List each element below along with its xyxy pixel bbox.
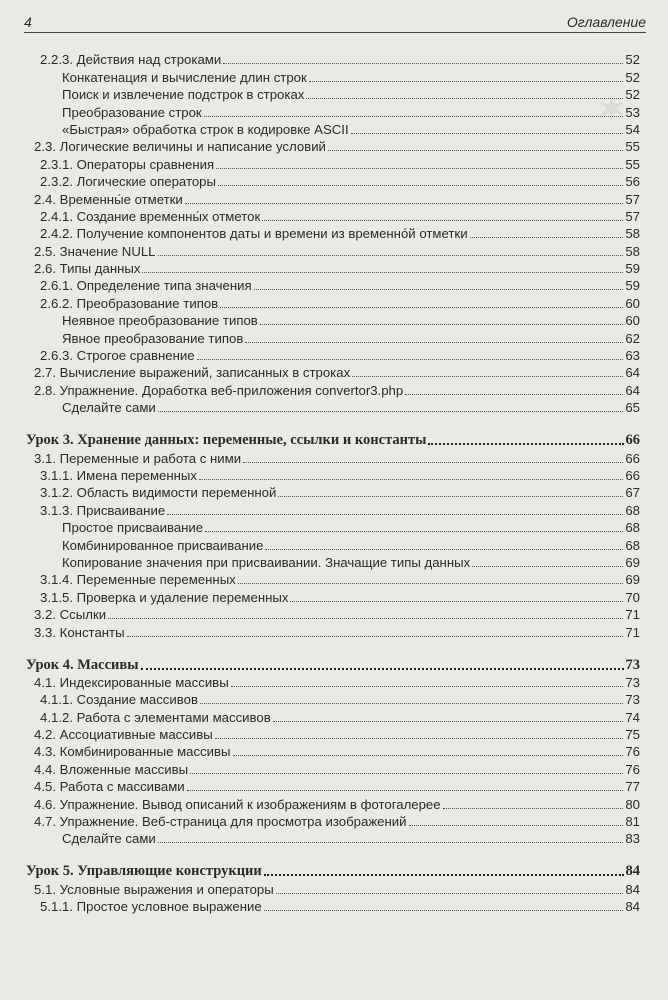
dot-leader — [278, 496, 623, 497]
toc-entry[interactable] — [26, 328, 640, 345]
toc-entry[interactable] — [26, 276, 640, 293]
toc-entry-title: 5.1. Условные выражения и операторы — [34, 881, 274, 897]
dot-leader — [158, 411, 624, 412]
toc-page-number: 58 — [625, 243, 640, 259]
toc-page-number: 66 — [625, 450, 640, 466]
toc-entry-title: 3.1. Переменные и работа с ними — [34, 450, 242, 466]
toc-entry[interactable] — [26, 553, 640, 570]
dot-leader — [309, 81, 624, 82]
toc-entry-title: 3.1.1. Имена переменных — [40, 467, 198, 483]
toc-entry[interactable] — [26, 812, 640, 829]
toc-page-number: 60 — [625, 313, 640, 329]
toc-entry[interactable] — [26, 50, 640, 67]
dot-leader — [264, 910, 624, 911]
toc-chapter[interactable] — [26, 654, 640, 673]
dot-leader — [197, 359, 624, 360]
toc-entry[interactable] — [26, 380, 640, 397]
dot-leader — [199, 479, 623, 480]
toc-entry-title: 3.1.4. Переменные переменных — [40, 572, 236, 588]
dot-leader — [238, 583, 624, 584]
toc-entry-title: 4.3. Комбинированные массивы — [34, 744, 231, 760]
toc-entry[interactable] — [26, 622, 640, 639]
toc-entry[interactable] — [26, 673, 640, 690]
toc-entry[interactable] — [26, 241, 640, 258]
toc-page-number: 69 — [625, 554, 640, 570]
toc-entry[interactable] — [26, 259, 640, 276]
toc-entry[interactable] — [26, 794, 640, 811]
table-of-contents — [26, 50, 640, 914]
dot-leader — [273, 721, 624, 722]
toc-page-number: 57 — [625, 208, 640, 224]
toc-entry[interactable] — [26, 829, 640, 846]
toc-entry-title: 2.6.1. Определение типа значения — [40, 278, 252, 294]
dot-leader — [204, 116, 624, 117]
chapter-gap — [26, 415, 640, 429]
toc-entry-title: 3.2. Ссылки — [34, 607, 107, 623]
toc-entry-title: 4.7. Упражнение. Веб-страница для просмотра изображений — [34, 814, 407, 830]
toc-entry-title: 3.1.5. Проверка и удаление переменных — [40, 589, 289, 605]
toc-page-number: 76 — [625, 744, 640, 760]
toc-entry-title: Копирование значения при присваивании. Значащие типы данных — [62, 554, 471, 570]
toc-page-number: 62 — [625, 330, 640, 346]
chapter-gap — [26, 846, 640, 860]
toc-entry-title: 4.1.2. Работа с элементами массивов — [40, 709, 271, 725]
dot-leader — [218, 185, 623, 186]
toc-entry-title: 2.6. Типы данных — [34, 261, 141, 277]
toc-entry-title: 4.1.1. Создание массивов — [40, 692, 198, 708]
toc-entry[interactable] — [26, 707, 640, 724]
toc-page-number: 83 — [625, 831, 640, 847]
dot-leader — [127, 636, 624, 637]
toc-entry-title: Поиск и извлечение подстрок в строках — [62, 87, 305, 103]
toc-page-number: 60 — [625, 295, 640, 311]
toc-page-number: 56 — [625, 174, 640, 190]
toc-entry-title: 4.4. Вложенные массивы — [34, 761, 189, 777]
toc-entry-title: 2.3.2. Логические операторы — [40, 174, 216, 190]
toc-page-number: 69 — [625, 572, 640, 588]
toc-entry-title: 2.6.2. Преобразование типов — [40, 295, 219, 311]
toc-page-number: 59 — [625, 261, 640, 277]
toc-page-number: 84 — [625, 863, 640, 880]
toc-entry[interactable] — [26, 777, 640, 794]
toc-page-number: 68 — [625, 520, 640, 536]
toc-entry-title: 4.1. Индексированные массивы — [34, 674, 229, 690]
toc-page-number: 84 — [625, 881, 640, 897]
toc-entry-title: Урок 3. Хранение данных: переменные, ссылки и константы — [26, 433, 427, 449]
toc-page-number: 63 — [625, 348, 640, 364]
toc-entry-title: 4.6. Упражнение. Вывод описаний к изображениям в фотогалерее — [34, 796, 441, 812]
dot-leader — [243, 462, 623, 463]
toc-page-number: 54 — [625, 121, 640, 137]
dot-leader — [142, 272, 623, 273]
toc-entry[interactable] — [26, 102, 640, 119]
toc-entry-title: 2.7. Вычисление выражений, записанных в строках — [34, 365, 351, 381]
toc-page-number: 66 — [625, 467, 640, 483]
toc-entry-title: Урок 5. Управляющие конструкции — [26, 864, 262, 880]
toc-page-number: 68 — [625, 537, 640, 553]
toc-entry-title: «Быстрая» обработка строк в кодировке ASCII — [62, 121, 349, 137]
toc-page-number: 59 — [625, 278, 640, 294]
toc-entry-title: Сделайте сами — [62, 831, 156, 847]
dot-leader — [352, 376, 623, 377]
toc-entry-title: Преобразование строк — [62, 104, 202, 120]
toc-entry-title: Сделайте сами — [62, 400, 156, 416]
dot-leader — [215, 738, 624, 739]
dot-leader — [223, 63, 623, 64]
toc-entry[interactable] — [26, 587, 640, 604]
dot-leader — [470, 237, 624, 238]
dot-leader — [472, 566, 623, 567]
toc-page-number: 66 — [625, 432, 640, 449]
toc-entry-title: Комбинированное присваивание — [62, 537, 264, 553]
dot-leader — [260, 324, 624, 325]
toc-entry-title: 2.6.3. Строгое сравнение — [40, 348, 195, 364]
toc-page-number: 57 — [625, 191, 640, 207]
toc-entry-title: 2.8. Упражнение. Доработка веб-приложения convertor3.php — [34, 382, 404, 398]
toc-entry-title: 2.4.2. Получение компонентов даты и времени из временно́й отметки — [40, 226, 468, 242]
toc-entry-title: 5.1.1. Простое условное выражение — [40, 899, 262, 915]
toc-page-number: 77 — [625, 779, 640, 795]
dot-leader — [276, 893, 624, 894]
toc-entry[interactable] — [26, 500, 640, 517]
dot-leader — [265, 549, 623, 550]
dot-leader — [216, 168, 623, 169]
toc-entry[interactable] — [26, 759, 640, 776]
toc-entry[interactable] — [26, 189, 640, 206]
toc-page-number: 73 — [625, 692, 640, 708]
dot-leader — [443, 808, 624, 809]
toc-entry-title: 3.1.2. Область видимости переменной — [40, 485, 277, 501]
toc-entry-title: 2.4.1. Создание временны́х отметок — [40, 208, 261, 224]
running-title: Оглавление — [566, 14, 646, 30]
toc-entry[interactable] — [26, 466, 640, 483]
dot-leader — [205, 531, 623, 532]
toc-entry[interactable] — [26, 690, 640, 707]
toc-page-number: 55 — [625, 156, 640, 172]
toc-page-number: 53 — [625, 104, 640, 120]
toc-entry[interactable] — [26, 897, 640, 914]
toc-entry[interactable] — [26, 293, 640, 310]
toc-entry[interactable] — [26, 398, 640, 415]
dot-leader — [158, 255, 624, 256]
toc-page-number: 67 — [625, 485, 640, 501]
dot-leader — [306, 98, 623, 99]
toc-page-number: 70 — [625, 589, 640, 605]
dot-leader — [262, 220, 623, 221]
toc-entry-title: 2.3.1. Операторы сравнения — [40, 156, 215, 172]
toc-entry[interactable] — [26, 483, 640, 500]
toc-entry[interactable] — [26, 518, 640, 535]
toc-entry[interactable] — [26, 224, 640, 241]
dot-leader — [200, 703, 623, 704]
dot-leader — [167, 514, 623, 515]
toc-entry-title: 3.1.3. Присваивание — [40, 502, 166, 518]
toc-chapter[interactable] — [26, 860, 640, 879]
toc-entry[interactable] — [26, 363, 640, 380]
running-header — [24, 14, 646, 33]
toc-page-number: 73 — [625, 674, 640, 690]
dot-leader — [233, 755, 624, 756]
toc-entry[interactable] — [26, 67, 640, 84]
toc-entry-title: 2.2.3. Действия над строками — [40, 52, 222, 68]
dot-leader — [405, 394, 623, 395]
dot-leader — [141, 668, 624, 670]
toc-entry-title: Неявное преобразование типов — [62, 313, 258, 329]
dot-leader — [254, 289, 624, 290]
toc-entry[interactable] — [26, 605, 640, 622]
dot-leader — [245, 342, 623, 343]
toc-entry-title: 2.4. Временны́е отметки — [34, 191, 183, 207]
page-number: 4 — [24, 14, 32, 30]
dot-leader — [428, 443, 623, 445]
toc-page-number: 81 — [625, 814, 640, 830]
toc-entry[interactable] — [26, 725, 640, 742]
dot-leader — [231, 686, 624, 687]
dot-leader — [108, 618, 623, 619]
toc-entry-title: Простое присваивание — [62, 520, 204, 536]
toc-page-number: 64 — [625, 382, 640, 398]
toc-page-number: 52 — [625, 69, 640, 85]
toc-page-number: 84 — [625, 899, 640, 915]
dot-leader — [409, 825, 624, 826]
chapter-gap — [26, 640, 640, 654]
toc-entry[interactable] — [26, 85, 640, 102]
toc-page-number: 68 — [625, 502, 640, 518]
toc-entry[interactable] — [26, 346, 640, 363]
toc-page-number: 52 — [625, 52, 640, 68]
bleed-through-decoration: ✶ — [597, 92, 628, 129]
toc-entry-title: 2.5. Значение NULL — [34, 243, 156, 259]
toc-page-number: 71 — [625, 624, 640, 640]
toc-page-number: 76 — [625, 761, 640, 777]
toc-entry-title: 4.2. Ассоциативные массивы — [34, 727, 213, 743]
toc-entry[interactable] — [26, 742, 640, 759]
toc-entry-title: Конкатенация и вычисление длин строк — [62, 69, 307, 85]
toc-page-number: 58 — [625, 226, 640, 242]
dot-leader — [185, 203, 624, 204]
toc-entry[interactable] — [26, 879, 640, 896]
dot-leader — [187, 790, 624, 791]
toc-entry[interactable] — [26, 137, 640, 154]
toc-page-number: 55 — [625, 139, 640, 155]
toc-entry[interactable] — [26, 570, 640, 587]
toc-page-number: 74 — [625, 709, 640, 725]
toc-entry[interactable] — [26, 311, 640, 328]
dot-leader — [351, 133, 624, 134]
toc-entry-title: Явное преобразование типов — [62, 330, 244, 346]
toc-entry[interactable] — [26, 120, 640, 137]
dot-leader — [264, 874, 624, 876]
toc-entry[interactable] — [26, 172, 640, 189]
toc-page-number: 64 — [625, 365, 640, 381]
toc-page-number: 52 — [625, 87, 640, 103]
toc-page-number: 65 — [625, 400, 640, 416]
toc-chapter[interactable] — [26, 429, 640, 448]
dot-leader — [158, 842, 624, 843]
toc-entry[interactable] — [26, 207, 640, 224]
dot-leader — [190, 773, 623, 774]
dot-leader — [290, 601, 623, 602]
toc-entry[interactable] — [26, 154, 640, 171]
toc-entry-title: Урок 4. Массивы — [26, 657, 139, 673]
toc-page-number: 75 — [625, 727, 640, 743]
toc-entry-title: 3.3. Константы — [34, 624, 125, 640]
toc-entry-title: 2.3. Логические величины и написание условий — [34, 139, 326, 155]
dot-leader — [328, 150, 623, 151]
toc-page-number: 80 — [625, 796, 640, 812]
toc-entry-title: 4.5. Работа с массивами — [34, 779, 185, 795]
toc-entry[interactable] — [26, 448, 640, 465]
dot-leader — [220, 307, 623, 308]
toc-entry[interactable] — [26, 535, 640, 552]
toc-page-number: 71 — [625, 607, 640, 623]
toc-page-number: 73 — [625, 656, 640, 673]
